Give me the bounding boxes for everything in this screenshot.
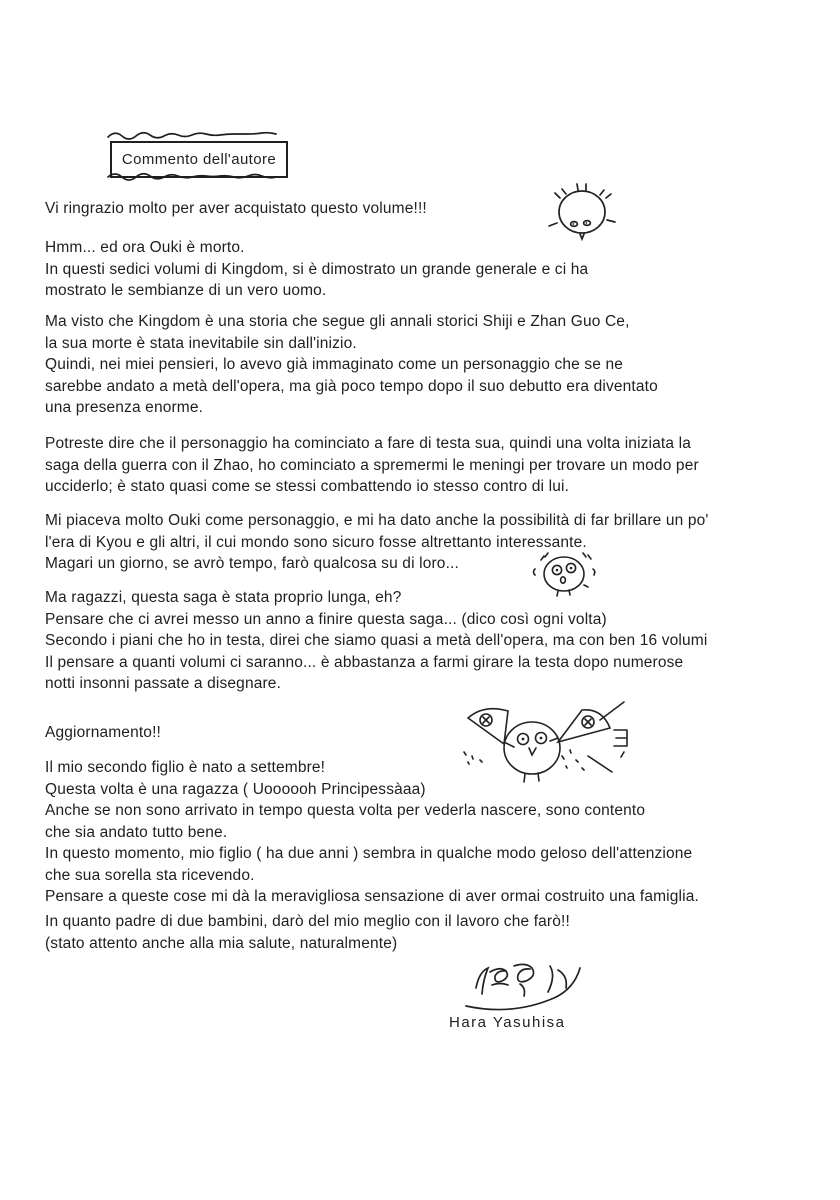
paragraph-closing — [45, 911, 570, 954]
text-line: Mi piaceva molto Ouki come personaggio, e mi ha dato anche la possibilità di far brillare un po' — [45, 512, 709, 529]
author-name: Hara Yasuhisa — [449, 1014, 566, 1031]
paragraph-long-saga — [45, 587, 707, 695]
text-line: Quindi, nei miei pensieri, lo avevo già immaginato come un personaggio che se ne — [45, 356, 624, 373]
text-line: Questa volta è una ragazza ( Uoooooh Principessàaa) — [45, 780, 426, 798]
text-line: Ma ragazzi, questa saga è stata proprio lunga, eh? — [45, 589, 402, 606]
text-line: Il pensare a quanti volumi ci saranno... è abbastanza a farmi girare la testa dopo numerose — [45, 653, 684, 671]
wavy-line-bottom — [106, 172, 294, 184]
text-line: Hmm... ed ora Ouki è morto. — [45, 239, 245, 256]
text-line: notti insonni passate a disegnare. — [45, 675, 282, 692]
paragraph-family-news — [45, 757, 699, 908]
text-line: ucciderlo; è stato quasi come se stessi combattendo io stesso contro di lui. — [45, 478, 570, 495]
paragraph-thanks — [45, 198, 427, 220]
text-line: saga della guerra con il Zhao, ho cominciato a spremermi le meningi per trovare un modo per — [45, 456, 699, 474]
text-line: Potreste dire che il personaggio ha cominciato a fare di testa sua, quindi una volta iniziata la — [45, 435, 691, 452]
text-line: Il mio secondo figlio è nato a settembre! — [45, 759, 326, 776]
text-line: sarebbe andato a metà dell'opera, ma già poco tempo dopo il suo debutto era diventato — [45, 377, 658, 395]
bowing-chick-doodle — [543, 181, 621, 243]
text-line: In questi sedici volumi di Kingdom, si è dimostrato un grande generale e ci ha — [45, 260, 589, 278]
text-line: In quanto padre di due bambini, darò del mio meglio con il lavoro che farò!! — [45, 913, 570, 930]
text-line: che sua sorella sta ricevendo. — [45, 866, 255, 884]
text-line: Vi ringrazio molto per aver acquistato questo volume!!! — [45, 200, 427, 217]
paragraph-update-heading — [45, 722, 161, 744]
paragraph-ouki-dead — [45, 237, 588, 302]
paragraph-history — [45, 311, 658, 419]
text-line: una presenza enorme. — [45, 399, 204, 416]
text-line: Secondo i piani che ho in testa, direi che siamo quasi a metà dell'opera, ma con ben 16 volumi — [45, 632, 708, 649]
calligraphy-signature-doodle — [462, 958, 592, 1014]
text-line: Aggiornamento!! — [45, 724, 161, 741]
text-line: Pensare a queste cose mi dà la meravigliosa sensazione di aver ormai costruito una famiglia. — [45, 888, 699, 905]
wavy-line-top — [106, 129, 294, 141]
text-line: mostrato le sembianze di un vero uomo. — [45, 282, 327, 299]
text-line: Pensare che ci avrei messo un anno a finire questa saga... (dico così ogni volta) — [45, 610, 607, 628]
text-line: la sua morte è stata inevitabile sin dall'inizio. — [45, 334, 357, 352]
text-line: che sia andato tutto bene. — [45, 823, 228, 841]
text-line: l'era di Kyou e gli altri, il cui mondo sono sicuro fosse altrettanto interessante. — [45, 533, 587, 551]
text-line: In questo momento, mio figlio ( ha due anni ) sembra in qualche modo geloso dell'attenzione — [45, 845, 693, 862]
text-line: Anche se non sono arrivato in tempo questa volta per vederla nascere, sono contento — [45, 802, 646, 819]
page-title: Commento dell'autore — [110, 141, 288, 178]
text-line: Ma visto che Kingdom è una storia che segue gli annali storici Shiji e Zhan Guo Ce, — [45, 313, 630, 330]
text-line: (stato attento anche alla mia salute, naturalmente) — [45, 934, 398, 952]
paragraph-zhao-war — [45, 433, 699, 498]
text-line: Magari un giorno, se avrò tempo, farò qualcosa su di loro... — [45, 555, 459, 572]
paragraph-liked-ouki — [45, 510, 709, 575]
